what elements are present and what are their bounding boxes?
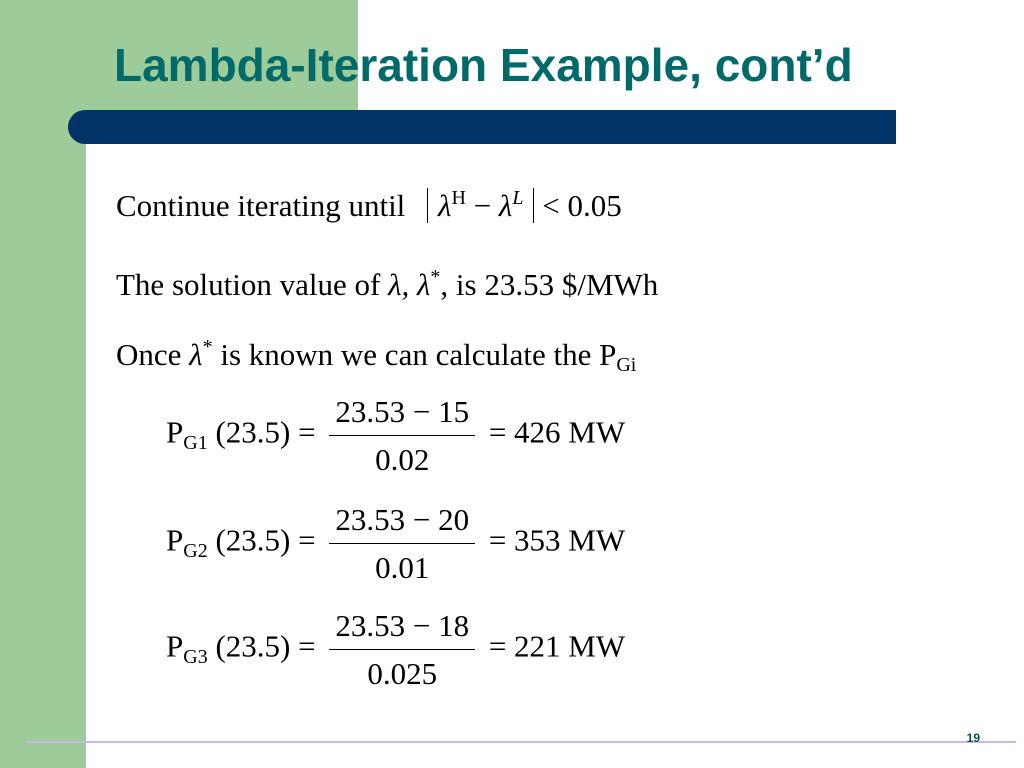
line-solution-value (116, 266, 659, 302)
footer-divider (26, 741, 1016, 743)
title-bar (68, 110, 896, 144)
line2-star: * (430, 266, 441, 288)
minus-sign: − (473, 188, 492, 223)
line2-text-a: The solution value of (116, 267, 381, 302)
line1-rhs: < 0.05 (542, 188, 622, 223)
line2-text-c: , is 23.53 $/MWh (440, 267, 659, 302)
eq3-fraction (329, 610, 475, 689)
page-number: 19 (966, 731, 980, 745)
eq2-numerator: 23.53 − 20 (335, 502, 470, 537)
eq1-fraction (329, 396, 475, 475)
sup-l: L (512, 187, 524, 209)
line3-lambda: λ (189, 337, 203, 372)
line-continue-iterating (116, 188, 622, 223)
eq3-result: = 221 MW (488, 628, 626, 664)
sup-h: H (451, 187, 466, 209)
equation-pg2 (166, 504, 625, 583)
eq1-result: = 426 MW (488, 414, 626, 450)
eq1-denominator: 0.02 (375, 442, 430, 477)
line-once-known (116, 336, 637, 376)
slide-title: Lambda-Iteration Example, cont’d (114, 39, 853, 91)
line1-text: Continue iterating until (116, 188, 406, 223)
line3-text-a: Once (116, 337, 182, 372)
equation-pg3 (166, 610, 625, 689)
eq2-fraction (329, 504, 475, 583)
abs-value-expression (427, 188, 534, 223)
eq1-numerator: 23.53 − 15 (335, 394, 470, 429)
line3-star: * (202, 336, 213, 358)
line3-text-b: is known we can calculate the P (220, 337, 617, 372)
eq1-arg: (23.5) = (215, 414, 316, 450)
eq2-denominator: 0.01 (375, 550, 430, 585)
eq3-p: P (166, 628, 184, 664)
eq3-denominator: 0.025 (367, 656, 438, 691)
eq3-arg: (23.5) = (215, 628, 316, 664)
eq1-sub: G1 (183, 431, 208, 454)
eq3-sub: G3 (183, 645, 208, 668)
eq3-numerator: 23.53 − 18 (335, 608, 470, 643)
eq2-arg: (23.5) = (215, 522, 316, 558)
line3-sub-gi: Gi (616, 354, 637, 376)
eq2-result: = 353 MW (488, 522, 626, 558)
lambda-l: λ (498, 188, 513, 223)
eq2-p: P (166, 522, 184, 558)
eq1-p: P (166, 414, 184, 450)
lambda-h: λ (438, 188, 452, 223)
equation-pg1 (166, 396, 625, 475)
eq2-sub: G2 (183, 539, 208, 562)
line2-lambdas: λ, λ (388, 267, 431, 302)
